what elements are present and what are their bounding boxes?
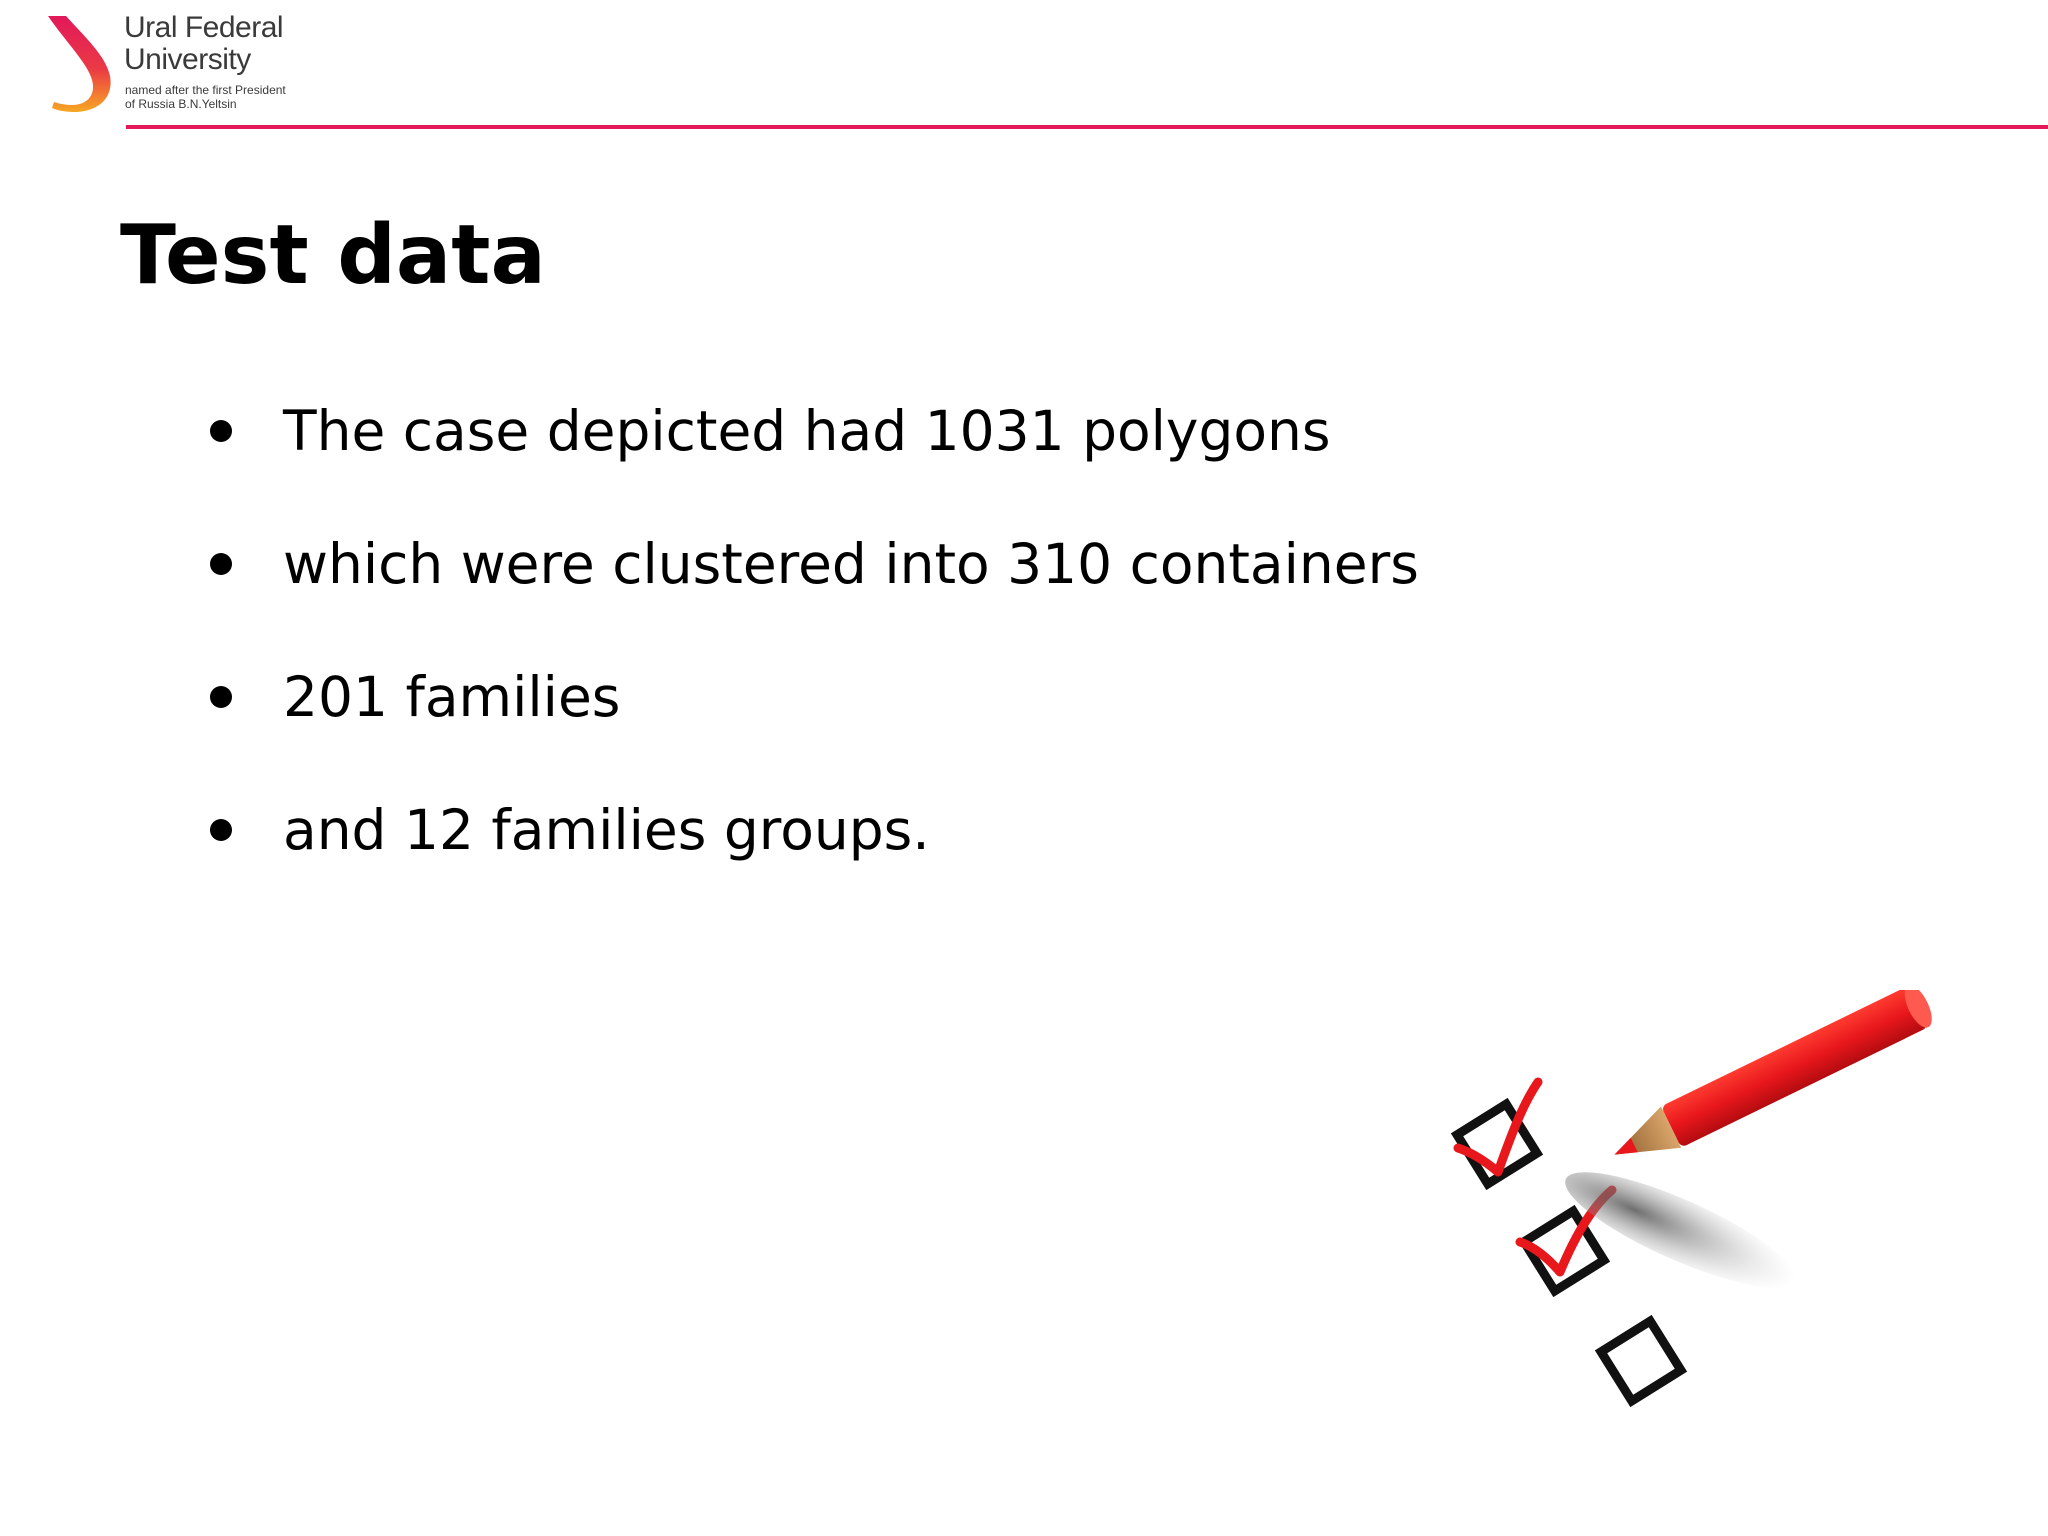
- red-pencil-icon: [1604, 990, 1937, 1175]
- checklist-pencil-illustration: [1440, 990, 1960, 1430]
- bullet-dot-icon: [210, 420, 232, 442]
- checkbox-unchecked-icon: [1601, 1321, 1681, 1401]
- bullet-dot-icon: [210, 819, 232, 841]
- checkbox-checked-icon: [1457, 1082, 1538, 1184]
- bullet-dot-icon: [210, 553, 232, 575]
- bullet-text: and 12 families groups.: [283, 798, 930, 862]
- bullet-item: [200, 654, 1419, 787]
- logo-subtitle: [125, 83, 286, 111]
- slide-title: Test data: [120, 208, 546, 303]
- university-logo: [44, 12, 304, 116]
- pencil-motion-blur: [1554, 1152, 1807, 1308]
- logo-name-line1: Ural Federal: [124, 11, 284, 44]
- logo-subtitle-line1: named after the first President: [125, 83, 286, 97]
- bullet-text: 201 families: [283, 665, 621, 729]
- bullet-item: [200, 521, 1419, 654]
- header-divider: [126, 125, 2048, 129]
- bullet-list: [200, 388, 1419, 920]
- bullet-item: [200, 787, 1419, 920]
- bullet-text: which were clustered into 310 containers: [283, 532, 1419, 596]
- logo-subtitle-line2: of Russia B.N.Yeltsin: [125, 97, 237, 111]
- bullet-text: The case depicted had 1031 polygons: [283, 399, 1331, 463]
- bullet-item: [200, 388, 1419, 521]
- ural-university-logo-mark-icon: [44, 12, 118, 114]
- logo-name-line2: University: [124, 43, 251, 76]
- bullet-dot-icon: [210, 686, 232, 708]
- logo-university-name: [124, 12, 283, 76]
